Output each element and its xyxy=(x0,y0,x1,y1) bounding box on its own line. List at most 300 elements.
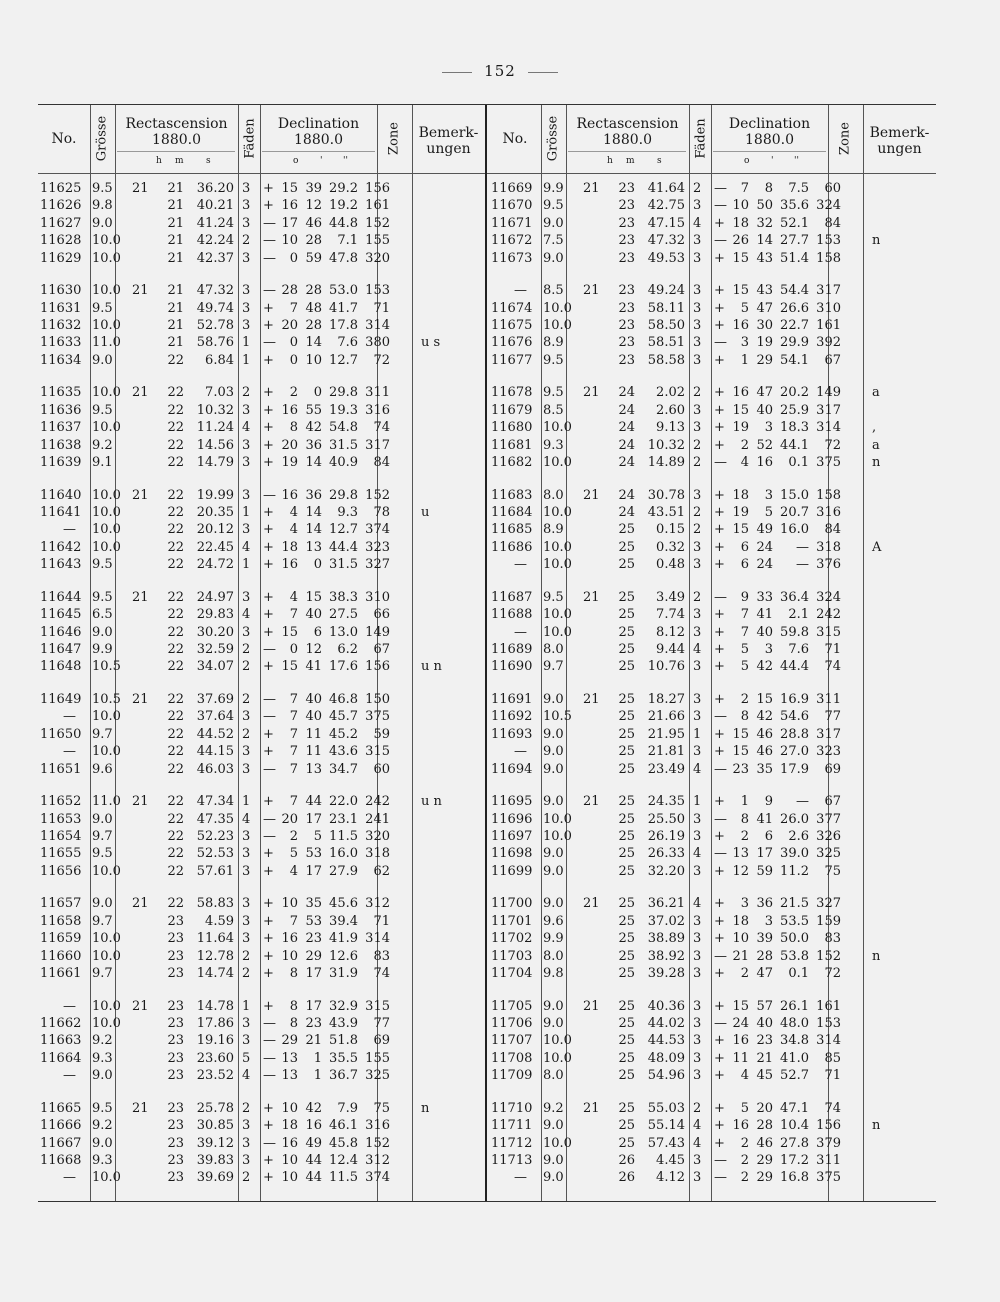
cell-ra-m: 22 xyxy=(167,744,184,760)
cell-zone: 62 xyxy=(373,863,390,879)
cell-dec-sec: 45.6 xyxy=(329,896,358,912)
cell-faeden: 3 xyxy=(693,998,702,1014)
cell-ra-m: 22 xyxy=(167,455,184,470)
cell-dec-sign: + xyxy=(714,522,725,538)
cell-no: 11639 xyxy=(40,455,82,470)
cell-dec-deg: 15 xyxy=(732,522,749,538)
cell-ra-s: 40.36 xyxy=(647,998,685,1014)
cell-ra-s: 41.64 xyxy=(647,181,685,196)
cell-no: 11700 xyxy=(491,896,533,912)
cell-ra-m: 22 xyxy=(167,402,184,418)
cell-dec-sec: 6.2 xyxy=(337,642,358,657)
cell-faeden: 2 xyxy=(693,522,702,538)
cell-dec-deg: 5 xyxy=(740,300,749,316)
cell-dec-sec: 54.1 xyxy=(780,352,809,368)
cell-ra-m: 25 xyxy=(618,589,635,605)
cell-dec-deg: 7 xyxy=(289,794,298,810)
cell-zone: 158 xyxy=(816,487,841,503)
cell-dec-sign: + xyxy=(714,692,725,707)
cell-no: 11693 xyxy=(491,726,533,742)
cell-dec-sign: + xyxy=(714,300,725,316)
cell-dec-deg: 1 xyxy=(740,352,749,368)
cell-zone: 325 xyxy=(816,846,841,862)
cell-ra-m: 22 xyxy=(167,659,184,675)
cell-faeden: 2 xyxy=(242,1100,251,1116)
cell-faeden: 4 xyxy=(242,539,251,555)
cell-dec-min: 28 xyxy=(756,1118,773,1134)
cell-dec-sec: 43.9 xyxy=(329,1016,358,1031)
cell-zone: 152 xyxy=(365,215,390,231)
cell-dec-sec: 0.1 xyxy=(788,966,809,981)
cell-no: 11680 xyxy=(491,420,533,436)
cell-dec-sign: + xyxy=(263,998,274,1014)
cell-faeden: 1 xyxy=(693,794,702,810)
cell-ra-m: 21 xyxy=(167,318,184,333)
cell-dec-min: 39 xyxy=(305,181,322,196)
cell-zone: 83 xyxy=(824,931,841,947)
cell-zone: 71 xyxy=(824,1068,841,1084)
cell-no: 11633 xyxy=(40,335,82,351)
cell-groesse: 9.5 xyxy=(543,352,564,368)
cell-dec-deg: 18 xyxy=(732,913,749,929)
cell-ra-m: 25 xyxy=(618,811,635,827)
cell-no: 11663 xyxy=(40,1033,82,1049)
cell-dec-deg: 20 xyxy=(281,318,298,333)
cell-dec-deg: 17 xyxy=(281,215,298,231)
cell-zone: 84 xyxy=(824,522,841,538)
cell-no: 11679 xyxy=(491,402,533,418)
cell-faeden: 4 xyxy=(693,761,702,777)
cell-dec-sec: 12.4 xyxy=(329,1153,358,1168)
cell-dec-deg: 8 xyxy=(289,966,298,981)
cell-dec-min: 3 xyxy=(764,487,773,503)
cell-dec-sign: + xyxy=(714,1050,725,1066)
cell-zone: 161 xyxy=(816,318,841,333)
cell-dec-deg: 3 xyxy=(740,335,749,351)
cell-dec-min: 41 xyxy=(305,659,322,675)
cell-dec-deg: 4 xyxy=(289,863,298,879)
cell-ra-m: 22 xyxy=(167,829,184,844)
cell-dec-sec: 44.8 xyxy=(329,215,358,231)
cell-no: 11672 xyxy=(491,233,533,249)
cell-dec-sec: 26.0 xyxy=(780,811,809,827)
cell-groesse: 9.0 xyxy=(92,1068,113,1084)
cell-dec-min: 5 xyxy=(764,505,773,520)
cell-ra-s: 46.03 xyxy=(196,761,234,777)
cell-no: 11706 xyxy=(491,1016,533,1031)
cell-dec-sign: + xyxy=(263,557,274,573)
cell-ra-s: 24.35 xyxy=(647,794,685,810)
cell-zone: 242 xyxy=(816,607,841,623)
cell-no: 11697 xyxy=(491,829,533,844)
cell-ra-s: 11.64 xyxy=(196,931,234,947)
cell-dec-sec: 11.2 xyxy=(780,863,809,879)
cell-dec-deg: 4 xyxy=(740,1068,749,1084)
cell-zone: 85 xyxy=(824,1050,841,1066)
cell-dec-sign: — xyxy=(263,829,276,844)
cell-dec-sign: + xyxy=(714,607,725,623)
cell-no: 11658 xyxy=(40,913,82,929)
cell-dec-sec: 29.8 xyxy=(329,487,358,503)
cell-dec-min: 43 xyxy=(756,283,773,299)
cell-groesse: 10.0 xyxy=(92,539,121,555)
cell-dec-deg: 6 xyxy=(740,557,749,573)
cell-dec-min: 40 xyxy=(305,709,322,725)
cell-groesse: 9.7 xyxy=(92,726,113,742)
cell-ra-m: 23 xyxy=(618,215,635,231)
cell-dec-sign: + xyxy=(263,437,274,453)
cell-ra-m: 22 xyxy=(167,761,184,777)
cell-ra-m: 25 xyxy=(618,998,635,1014)
cell-dec-sec: 41.9 xyxy=(329,931,358,947)
cell-groesse: 10.0 xyxy=(543,1033,572,1049)
cell-ra-m: 21 xyxy=(167,181,184,196)
cell-ra-m: 25 xyxy=(618,744,635,760)
cell-groesse: 9.5 xyxy=(92,181,113,196)
cell-zone: 84 xyxy=(824,215,841,231)
table-row xyxy=(38,250,485,267)
cell-dec-deg: 15 xyxy=(732,998,749,1014)
cell-ra-s: 30.20 xyxy=(196,624,234,640)
cell-dec-min: 29 xyxy=(756,1170,773,1186)
cell-dec-sec: 17.8 xyxy=(329,318,358,333)
cell-no: — xyxy=(514,283,527,299)
cell-ra-m: 25 xyxy=(618,557,635,573)
cell-ra-m: 25 xyxy=(618,761,635,777)
cell-no: 11701 xyxy=(491,913,533,929)
cell-dec-deg: 2 xyxy=(289,829,298,844)
cell-no: 11641 xyxy=(40,505,82,520)
cell-dec-min: 36 xyxy=(305,437,322,453)
cell-dec-min: 15 xyxy=(756,692,773,707)
cell-dec-deg: 15 xyxy=(732,402,749,418)
cell-no: 11702 xyxy=(491,931,533,947)
cell-no: 11669 xyxy=(491,181,533,196)
cell-ra-s: 42.24 xyxy=(196,233,234,249)
cell-ra-m: 23 xyxy=(167,1135,184,1151)
cell-bemerk: A xyxy=(872,539,882,555)
cell-bemerk: n xyxy=(872,233,881,249)
cell-dec-min: 23 xyxy=(305,1016,322,1031)
cell-dec-deg: 16 xyxy=(281,931,298,947)
cell-dec-sec: 21.5 xyxy=(780,896,809,912)
cell-dec-sign: — xyxy=(263,642,276,657)
cell-dec-sign: — xyxy=(714,948,727,964)
cell-zone: 156 xyxy=(365,659,390,675)
cell-zone: 71 xyxy=(373,913,390,929)
cell-faeden: 3 xyxy=(693,913,702,929)
cell-ra-s: 41.24 xyxy=(196,215,234,231)
cell-dec-sec: 17.9 xyxy=(780,761,809,777)
table-row xyxy=(489,726,936,743)
cell-zone: 315 xyxy=(365,744,390,760)
cell-no: 11664 xyxy=(40,1050,82,1066)
cell-dec-sec: 52.1 xyxy=(780,215,809,231)
cell-dec-min: 57 xyxy=(756,998,773,1014)
table-row xyxy=(38,282,485,299)
cell-ra-m: 26 xyxy=(618,1170,635,1186)
cell-dec-min: 17 xyxy=(305,811,322,827)
cell-ra-s: 39.83 xyxy=(196,1153,234,1168)
cell-dec-min: 28 xyxy=(305,233,322,249)
cell-ra-m: 23 xyxy=(167,1153,184,1168)
cell-faeden: 3 xyxy=(242,283,251,299)
cell-dec-sign: + xyxy=(263,1118,274,1134)
cell-dec-sign: + xyxy=(263,863,274,879)
cell-groesse: 9.0 xyxy=(92,811,113,827)
cell-dec-min: 42 xyxy=(756,659,773,675)
cell-ra-s: 21.95 xyxy=(647,726,685,742)
cell-no: 11670 xyxy=(491,198,533,214)
cell-ra-s: 3.49 xyxy=(656,589,685,605)
cell-zone: 376 xyxy=(816,557,841,573)
cell-dec-sign: + xyxy=(263,539,274,555)
cell-dec-min: 47 xyxy=(756,385,773,401)
table-row xyxy=(38,913,485,930)
cell-no: 11652 xyxy=(40,794,82,810)
cell-groesse: 9.5 xyxy=(543,198,564,214)
table-row xyxy=(38,232,485,249)
cell-dec-min: 13 xyxy=(305,539,322,555)
cell-no: 11689 xyxy=(491,642,533,657)
cell-ra-h: 21 xyxy=(132,1100,149,1116)
cell-dec-min: 44 xyxy=(305,1153,322,1168)
cell-ra-s: 38.89 xyxy=(647,931,685,947)
table-row xyxy=(38,402,485,419)
cell-groesse: 10.0 xyxy=(543,505,572,520)
cell-groesse: 10.0 xyxy=(543,811,572,827)
cell-ra-m: 21 xyxy=(167,335,184,351)
cell-ra-h: 21 xyxy=(132,794,149,810)
cell-no: 11656 xyxy=(40,863,82,879)
cell-faeden: 3 xyxy=(242,1016,251,1031)
cell-groesse: 9.0 xyxy=(543,250,564,266)
cell-ra-s: 6.84 xyxy=(205,352,234,368)
cell-ra-m: 24 xyxy=(618,487,635,503)
cell-dec-sec: 7.9 xyxy=(337,1100,358,1116)
cell-dec-min: 52 xyxy=(756,437,773,453)
cell-dec-deg: 16 xyxy=(281,198,298,214)
table-row xyxy=(489,913,936,930)
cell-zone: 324 xyxy=(816,589,841,605)
cell-groesse: 9.5 xyxy=(92,846,113,862)
dec-unit: o xyxy=(744,156,750,166)
cell-faeden: 3 xyxy=(693,966,702,981)
cell-no: 11648 xyxy=(40,659,82,675)
cell-zone: 67 xyxy=(373,642,390,657)
cell-dec-deg: 0 xyxy=(289,642,298,657)
table-row xyxy=(38,317,485,334)
cell-ra-s: 44.15 xyxy=(196,744,234,760)
cell-dec-deg: 4 xyxy=(289,505,298,520)
cell-ra-s: 23.49 xyxy=(647,761,685,777)
cell-groesse: 9.0 xyxy=(543,726,564,742)
cell-ra-m: 25 xyxy=(618,522,635,538)
cell-ra-m: 25 xyxy=(618,863,635,879)
cell-dec-min: 14 xyxy=(305,335,322,351)
cell-dec-deg: 3 xyxy=(740,896,749,912)
cell-dec-deg: 18 xyxy=(732,215,749,231)
cell-faeden: 3 xyxy=(242,624,251,640)
cell-dec-sign: + xyxy=(263,896,274,912)
cell-ra-h: 21 xyxy=(583,589,600,605)
cell-ra-m: 22 xyxy=(167,557,184,573)
cell-ra-m: 22 xyxy=(167,692,184,707)
cell-dec-sign: + xyxy=(714,557,725,573)
cell-no: 11683 xyxy=(491,487,533,503)
cell-dec-sign: + xyxy=(714,642,725,657)
cell-no: 11638 xyxy=(40,437,82,453)
cell-dec-deg: 8 xyxy=(289,998,298,1014)
cell-dec-sign: + xyxy=(263,794,274,810)
cell-dec-sec: 11.5 xyxy=(329,1170,358,1186)
cell-ra-s: 10.32 xyxy=(647,437,685,453)
cell-ra-h: 21 xyxy=(583,487,600,503)
cell-dec-sign: + xyxy=(714,966,725,981)
cell-faeden: 3 xyxy=(693,1033,702,1049)
table-row xyxy=(489,1050,936,1067)
cell-bemerk: , xyxy=(872,420,877,436)
cell-ra-s: 57.43 xyxy=(647,1135,685,1151)
cell-zone: 318 xyxy=(816,539,841,555)
cell-no: 11696 xyxy=(491,811,533,827)
table-row xyxy=(489,965,936,982)
dec-unit: o xyxy=(293,156,299,166)
cell-faeden: 1 xyxy=(242,335,251,351)
ra-underline xyxy=(117,151,235,152)
cell-dec-sec: 45.8 xyxy=(329,1135,358,1151)
table-row xyxy=(489,930,936,947)
cell-no: 11660 xyxy=(40,948,82,964)
cell-dec-min: 42 xyxy=(305,420,322,436)
cell-dec-sec: 22.7 xyxy=(780,318,809,333)
cell-dec-sec: — xyxy=(796,539,809,555)
cell-dec-min: 17 xyxy=(756,846,773,862)
cell-no: 11682 xyxy=(491,455,533,470)
cell-faeden: 3 xyxy=(693,487,702,503)
cell-ra-m: 22 xyxy=(167,487,184,503)
cell-ra-s: 17.86 xyxy=(196,1016,234,1031)
cell-zone: 72 xyxy=(373,352,390,368)
cell-no: 11667 xyxy=(40,1135,82,1151)
cell-zone: 153 xyxy=(816,1016,841,1031)
cell-groesse: 10.0 xyxy=(92,522,121,538)
cell-faeden: 4 xyxy=(242,607,251,623)
cell-dec-min: 40 xyxy=(305,692,322,707)
cell-ra-s: 14.78 xyxy=(196,998,234,1014)
cell-zone: 83 xyxy=(373,948,390,964)
cell-dec-sign: + xyxy=(714,318,725,333)
cell-groesse: 9.2 xyxy=(543,1100,564,1116)
cell-dec-min: 23 xyxy=(305,931,322,947)
cell-dec-deg: 19 xyxy=(281,455,298,470)
cell-dec-sign: — xyxy=(263,1068,276,1084)
cell-dec-sign: + xyxy=(714,913,725,929)
cell-zone: 314 xyxy=(365,931,390,947)
cell-zone: 72 xyxy=(824,966,841,981)
cell-faeden: 3 xyxy=(693,829,702,844)
cell-dec-min: 49 xyxy=(305,1135,322,1151)
cell-zone: 311 xyxy=(816,1153,841,1168)
cell-dec-sec: 27.8 xyxy=(780,1135,809,1151)
cell-ra-s: 9.13 xyxy=(656,420,685,436)
cell-zone: 323 xyxy=(816,744,841,760)
table-row xyxy=(38,1117,485,1134)
cell-groesse: 10.0 xyxy=(92,420,121,436)
cell-dec-sign: — xyxy=(263,1016,276,1031)
cell-ra-m: 23 xyxy=(618,300,635,316)
cell-groesse: 9.5 xyxy=(92,557,113,573)
cell-dec-sign: + xyxy=(263,966,274,981)
cell-dec-sec: 12.7 xyxy=(329,522,358,538)
cell-faeden: 2 xyxy=(242,642,251,657)
cell-ra-m: 25 xyxy=(618,1118,635,1134)
cell-groesse: 9.3 xyxy=(92,1050,113,1066)
cell-ra-s: 54.96 xyxy=(647,1068,685,1084)
cell-ra-m: 21 xyxy=(167,198,184,214)
cell-ra-s: 58.83 xyxy=(196,896,234,912)
cell-faeden: 3 xyxy=(242,198,251,214)
dec-unit: ' xyxy=(320,156,323,166)
cell-dec-sign: — xyxy=(263,233,276,249)
cell-dec-min: 40 xyxy=(756,402,773,418)
cell-dec-min: 42 xyxy=(305,1100,322,1116)
cell-dec-min: 0 xyxy=(313,385,322,401)
cell-faeden: 3 xyxy=(242,709,251,725)
cell-groesse: 8.0 xyxy=(543,1068,564,1084)
cell-dec-sign: + xyxy=(263,352,274,368)
cell-faeden: 2 xyxy=(693,505,702,520)
cell-faeden: 3 xyxy=(242,846,251,862)
table-row xyxy=(489,250,936,267)
cell-dec-sign: — xyxy=(263,250,276,266)
table-row xyxy=(489,863,936,880)
cell-dec-sec: 44.4 xyxy=(780,659,809,675)
cell-no: 11665 xyxy=(40,1100,82,1116)
cell-no: — xyxy=(63,998,76,1014)
cell-faeden: 3 xyxy=(242,522,251,538)
header-dec-title: Declination xyxy=(277,116,360,132)
cell-groesse: 9.5 xyxy=(92,402,113,418)
cell-ra-m: 23 xyxy=(618,283,635,299)
cell-groesse: 10.0 xyxy=(92,709,121,725)
header-groesse: Grösse xyxy=(94,115,110,162)
cell-ra-m: 25 xyxy=(618,1050,635,1066)
cell-ra-s: 14.89 xyxy=(647,455,685,470)
cell-dec-sec: 31.5 xyxy=(329,437,358,453)
cell-no: — xyxy=(514,557,527,573)
cell-ra-m: 25 xyxy=(618,659,635,675)
cell-dec-sec: 39.4 xyxy=(329,913,358,929)
cell-no: 11659 xyxy=(40,931,82,947)
cell-dec-deg: 2 xyxy=(740,1135,749,1151)
cell-no: 11634 xyxy=(40,352,82,368)
cell-dec-sec: 36.4 xyxy=(780,589,809,605)
cell-dec-deg: 8 xyxy=(289,1016,298,1031)
cell-dec-deg: 16 xyxy=(732,385,749,401)
cell-dec-sign: + xyxy=(263,455,274,470)
cell-ra-m: 25 xyxy=(618,913,635,929)
cell-ra-m: 25 xyxy=(618,1068,635,1084)
cell-faeden: 2 xyxy=(242,726,251,742)
cell-zone: 327 xyxy=(365,557,390,573)
ra-unit: h xyxy=(607,156,613,166)
cell-zone: 377 xyxy=(816,811,841,827)
cell-dec-sign: + xyxy=(714,896,725,912)
cell-no: 11673 xyxy=(491,250,533,266)
cell-dec-min: 53 xyxy=(305,846,322,862)
cell-ra-m: 23 xyxy=(167,998,184,1014)
